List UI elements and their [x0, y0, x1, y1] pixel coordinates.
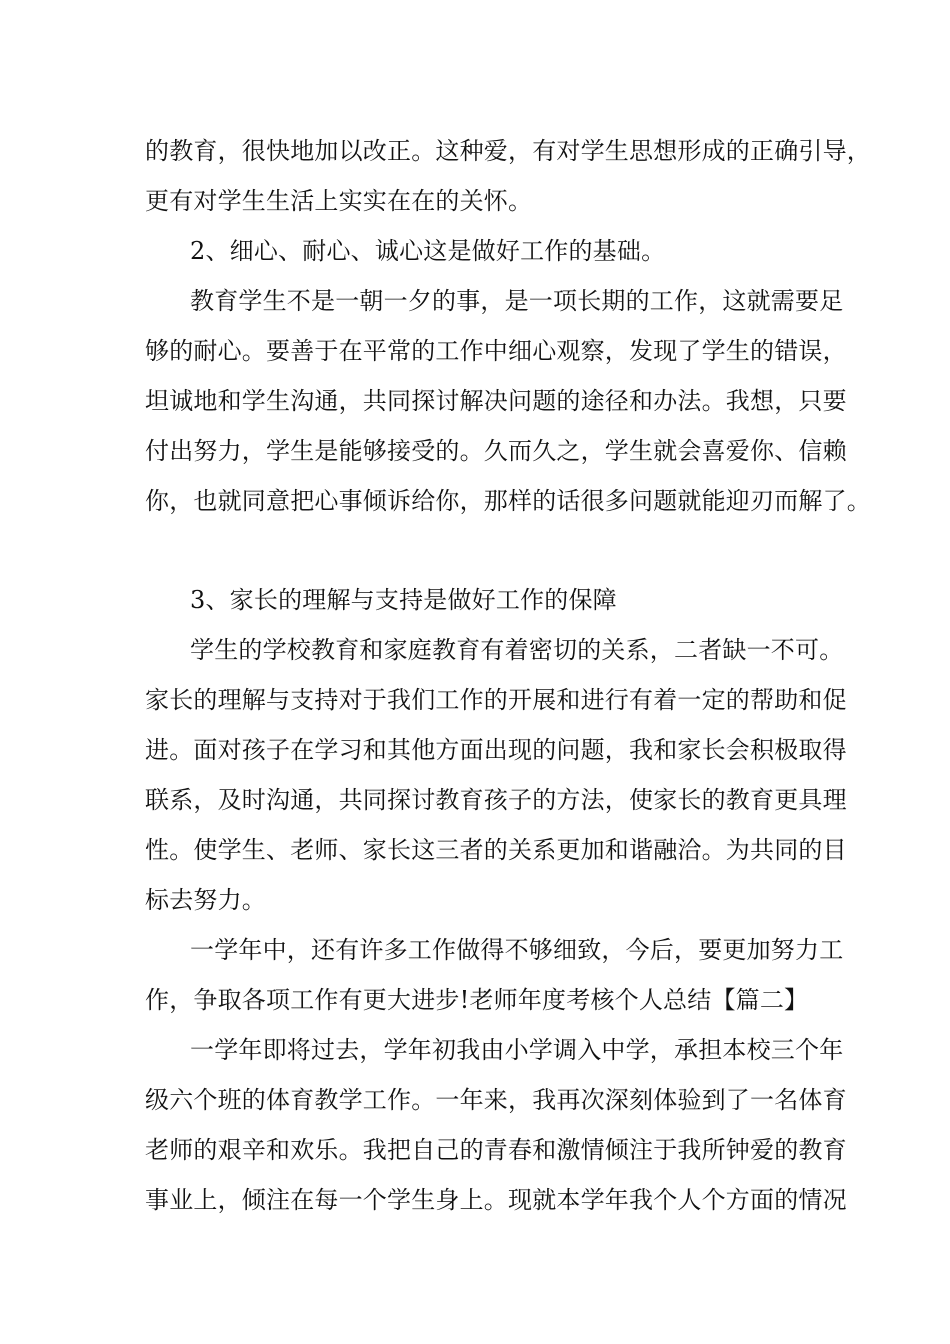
text-line: 更有对学生生活上实实在在的关怀。	[145, 187, 533, 215]
text-line: 性。使学生、老师、家长这三者的关系更加和谐融洽。为共同的目	[145, 836, 847, 864]
text-line: 坦诚地和学生沟通，共同探讨解决问题的途径和办法。我想，只要	[145, 387, 847, 415]
text-line: 一学年即将过去，学年初我由小学调入中学，承担本校三个年	[190, 1036, 844, 1064]
text-line: 联系，及时沟通，共同探讨教育孩子的方法，使家长的教育更具理	[145, 786, 847, 814]
text-line: 一学年中，还有许多工作做得不够细致，今后，要更加努力工	[190, 936, 844, 964]
text-line: 够的耐心。要善于在平常的工作中细心观察，发现了学生的错误，	[145, 337, 847, 365]
section-heading: 3、家长的理解与支持是做好工作的保障	[190, 586, 617, 614]
section-heading: 2、细心、耐心、诚心这是做好工作的基础。	[190, 237, 666, 265]
text-line: 你，也就同意把心事倾诉给你，那样的话很多问题就能迎刃而解了。	[145, 487, 871, 515]
text-line: 付出努力，学生是能够接受的。久而久之，学生就会喜爱你、信赖	[145, 437, 847, 465]
text-line: 进。面对孩子在学习和其他方面出现的问题，我和家长会积极取得	[145, 736, 847, 764]
text-line: 级六个班的体育教学工作。一年来，我再次深刻体验到了一名体育	[145, 1086, 847, 1114]
text-line: 家长的理解与支持对于我们工作的开展和进行有着一定的帮助和促	[145, 686, 847, 714]
text-line: 标去努力。	[145, 886, 266, 914]
text-line: 学生的学校教育和家庭教育有着密切的关系，二者缺一不可。	[190, 636, 844, 664]
text-line: 的教育，很快地加以改正。这种爱，有对学生思想形成的正确引导，	[145, 137, 871, 165]
text-line: 事业上，倾注在每一个学生身上。现就本学年我个人个方面的情况	[145, 1186, 847, 1214]
text-line: 老师的艰辛和欢乐。我把自己的青春和激情倾注于我所钟爱的教育	[145, 1136, 847, 1164]
text-line: 作，争取各项工作有更大进步!老师年度考核个人总结【篇二】	[145, 986, 809, 1014]
text-line: 教育学生不是一朝一夕的事，是一项长期的工作，这就需要足	[190, 287, 844, 315]
